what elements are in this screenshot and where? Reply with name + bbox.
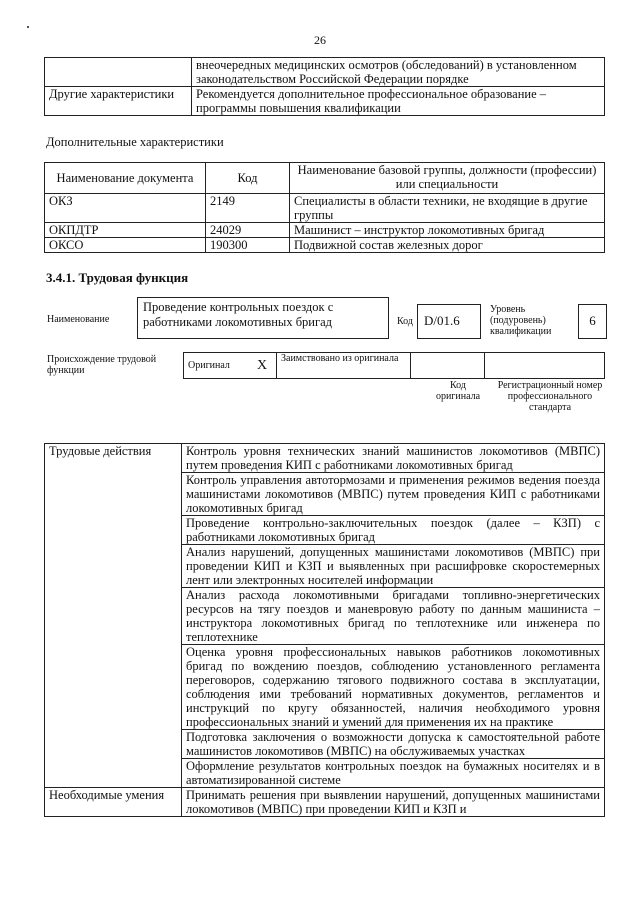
level-label: Уровень (подуровень) квалификации (490, 304, 552, 337)
actions-table (44, 443, 605, 817)
list-item: Анализ нарушений, допущенных машинистами локомотивов (МВПС) при проведении КИП и КЗП и выявленных при расшифровке скоростемерных лент или электронных носителей информации (182, 545, 605, 588)
level-value: 6 (589, 313, 596, 328)
list-item: Контроль управления автотормозами и применения режимов ведения поезда машинистами локомотивов (МВПС) путем проведения КИП с работниками локомотивных бригад (182, 473, 605, 516)
table-cell: 24029 (206, 223, 290, 238)
name-label: Наименование (47, 314, 110, 325)
original-mark: X (248, 353, 277, 379)
reg-number-cell (485, 353, 605, 379)
column-header: Наименование базовой группы, должности (профессии) или специальности (290, 163, 605, 194)
table-cell: 190300 (206, 238, 290, 253)
code-label: Код (397, 316, 413, 327)
table-row (45, 444, 605, 473)
actions-label: Трудовые действия (45, 444, 182, 788)
top-table (44, 57, 605, 116)
table-header-row (45, 163, 605, 194)
table-row (45, 194, 605, 223)
table-row (45, 223, 605, 238)
list-item: Принимать решения при выявлении нарушений, допущенных машинистами локомотивов (МВПС) при проведении КИП и КЗП и (182, 788, 605, 817)
list-item: Оценка уровня профессиональных навыков работников локомотивных бригад по вождению поездов, соблюдению установленного регламента переговоров, содержанию тягового подвижного состава в эксплуатации, соблюдения ими требований нормативных документов, регламентов и инструкций по кругу обязанностей, наличия необходимого уровня профессиональных знаний и умений для применения их на практике (182, 645, 605, 730)
top-table-label: Другие характеристики (45, 87, 192, 116)
list-item: Контроль уровня технических знаний машинистов локомотивов (МВПС) путем проведения КИП с работниками локомотивных бригад (182, 444, 605, 473)
top-table-text: внеочередных медицинских осмотров (обследований) в установленном законодательством Российской Федерации порядке (192, 58, 605, 87)
column-header: Наименование документа (45, 163, 206, 194)
top-table-label (45, 58, 192, 87)
table-cell: ОКСО (45, 238, 206, 253)
code-value: D/01.6 (424, 313, 460, 328)
page-number: 26 (314, 33, 326, 47)
table-cell: ОКЗ (45, 194, 206, 223)
function-name-box (137, 297, 389, 339)
section-title: 3.4.1. Трудовая функция (46, 270, 189, 285)
table-cell: Машинист – инструктор локомотивных бригад (290, 223, 605, 238)
table-row (45, 87, 605, 116)
list-item: Подготовка заключения о возможности допуска к самостоятельной работе машинистов локомотивов (МВПС) на обслуживаемых участках (182, 730, 605, 759)
table-cell: ОКПДТР (45, 223, 206, 238)
table-row (45, 788, 605, 817)
table-row (184, 353, 605, 379)
table-cell: 2149 (206, 194, 290, 223)
column-header: Код (206, 163, 290, 194)
code-box (417, 304, 481, 339)
original-code-cell (411, 353, 485, 379)
margin-dot (27, 26, 29, 28)
code-caption: Код оригинала (435, 380, 481, 402)
list-item: Проведение контрольно-заключительных поездок (далее – КЗП) с работниками локомотивных бригад (182, 516, 605, 545)
level-box (578, 304, 607, 339)
skills-label: Необходимые умения (45, 788, 182, 817)
original-label: Оригинал (184, 353, 249, 379)
reg-caption: Регистрационный номер профессионального стандарта (497, 380, 603, 413)
list-item: Анализ расхода локомотивными бригадами топливно-энергетических ресурсов на тягу поездов и маневровую работу по данным машиниста – инструктора локомотивных бригад по теплотехнике или инженера по теплотехнике (182, 588, 605, 645)
function-name: Проведение контрольных поездок с работниками локомотивных бригад (143, 300, 334, 329)
origin-table (183, 352, 605, 379)
borrowed-label: Заимствовано из оригинала (277, 353, 411, 379)
table-cell: Подвижной состав железных дорог (290, 238, 605, 253)
table-cell: Специалисты в области техники, не входящие в другие группы (290, 194, 605, 223)
top-table-text: Рекомендуется дополнительное профессиональное образование – программы повышения квалификации (192, 87, 605, 116)
origin-label: Происхождение трудовой функции (47, 354, 157, 376)
additional-title: Дополнительные характеристики (46, 135, 224, 149)
additional-table (44, 162, 605, 253)
table-row (45, 238, 605, 253)
list-item: Оформление результатов контрольных поездок на бумажных носителях и в автоматизированной системе (182, 759, 605, 788)
table-row (45, 58, 605, 87)
